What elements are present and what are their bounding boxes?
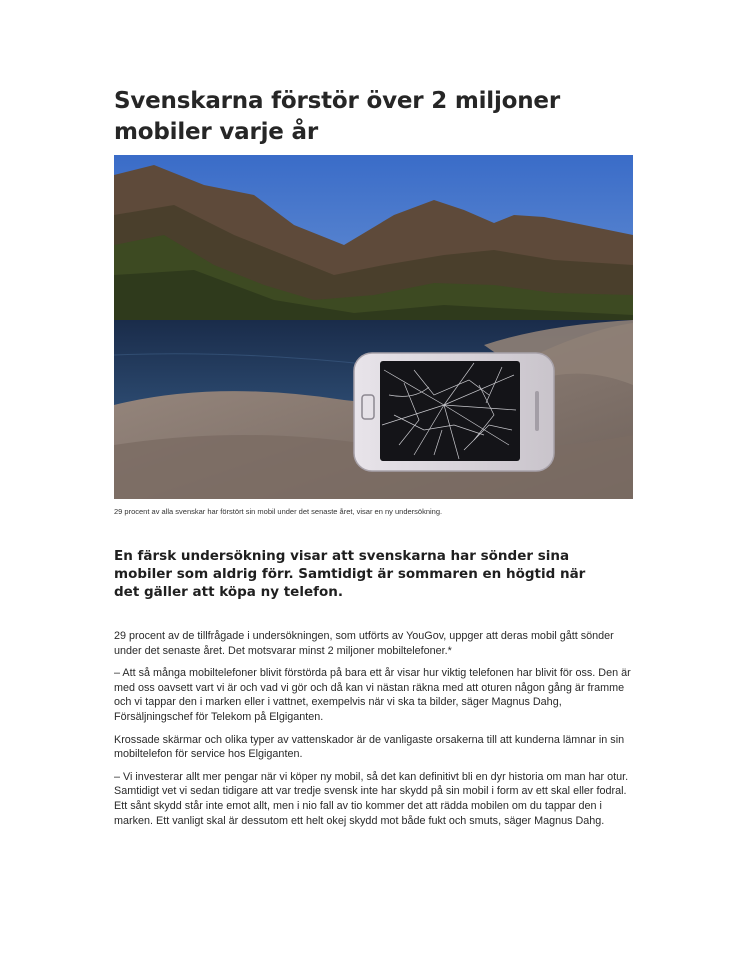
article-lead: En färsk undersökning visar att svenskarna har sönder sina mobiler som aldrig förr. Samtidigt är sommaren en högtid när det gäller att köpa ny telefon. bbox=[114, 548, 586, 600]
phone-illustration bbox=[354, 353, 554, 471]
hero-image bbox=[114, 155, 633, 499]
article-body bbox=[114, 629, 633, 836]
broken-phone-photo bbox=[114, 155, 633, 499]
article-title: Svenskarna förstör över 2 miljoner mobiler varje år bbox=[114, 88, 560, 145]
image-caption: 29 procent av alla svenskar har förstört sin mobil under det senaste året, visar en ny undersökning. bbox=[114, 507, 443, 516]
paragraph: – Vi investerar allt mer pengar när vi köper ny mobil, så det kan definitivt bli en dyr historia om man har otur. Samtidigt vet vi sedan tidigare att var tredje svensk inte har skydd på sin mobil i form av ett skal eller fodral. Ett sånt skydd står inte emot allt, men i nio fall av tio kommer det att rädda mobilen om du tappar den i marken. Ett vanligt skal är dessutom ett helt okej skydd mot både fukt och smuts, säger Magnus Dahg. bbox=[114, 770, 629, 827]
paragraph: Krossade skärmar och olika typer av vattenskador är de vanligaste orsakerna till att kunderna lämnar in sin mobiltelefon för service hos Elgiganten. bbox=[114, 733, 625, 761]
paragraph: 29 procent av de tillfrågade i undersökningen, som utförts av YouGov, uppger att deras mobil gått sönder under det senaste året. Det motsvarar minst 2 miljoner mobiltelefoner.* bbox=[114, 630, 614, 657]
paragraph: – Att så många mobiltelefoner blivit förstörda på bara ett år visar hur viktig telefonen har blivit för oss. Den är med oss oavsett vart vi är och vad vi gör och då kan vi nästan räkna med att oturen någon gång är framme och vi tappar den i marken eller i vattnet, exempelvis när vi ska ta bilder, säger Magnus Dahg, Försäljningschef för Telekom på Elgiganten. bbox=[114, 667, 631, 723]
